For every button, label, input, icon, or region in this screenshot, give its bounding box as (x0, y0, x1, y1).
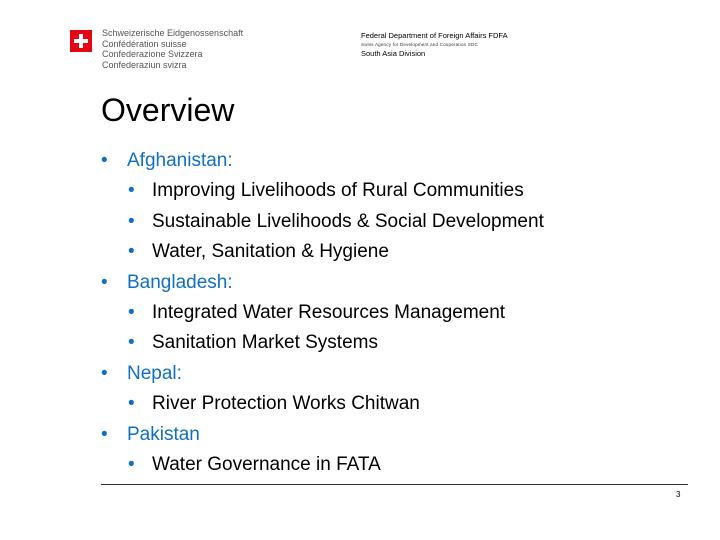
confederation-name-rm: Confederaziun svizra (102, 59, 187, 70)
sub-list-item (101, 237, 701, 267)
country-label: Bangladesh: (127, 271, 233, 293)
bullet-icon: • (101, 362, 108, 384)
swiss-confederation-logo (70, 28, 243, 70)
sub-list-item (101, 328, 701, 358)
bullet-icon: • (128, 454, 135, 476)
bullet-list (101, 146, 701, 480)
swiss-flag-icon (70, 30, 92, 52)
bullet-icon: • (128, 332, 135, 354)
slide-title: Overview (101, 92, 235, 128)
confederation-names (102, 28, 243, 70)
project-label: Improving Livelihoods of Rural Communities (152, 180, 524, 202)
sub-list-item (101, 207, 701, 237)
confederation-name-it: Confederazione Svizzera (102, 49, 203, 59)
confederation-name-fr: Confédération suisse (102, 38, 187, 49)
list-item (101, 420, 701, 450)
project-label: Sanitation Market Systems (152, 332, 378, 354)
bullet-icon: • (128, 180, 135, 202)
division-name: South Asia Division (361, 49, 426, 58)
sub-list-item (101, 450, 701, 480)
list-item (101, 146, 701, 176)
country-label: Pakistan (127, 423, 200, 445)
bullet-icon: • (128, 302, 135, 324)
bullet-icon: • (128, 241, 135, 263)
project-label: Water Governance in FATA (152, 454, 381, 476)
country-label: Afghanistan: (127, 150, 233, 171)
sub-list-item (101, 389, 701, 419)
list-item (101, 359, 701, 389)
sub-list-item (101, 298, 701, 328)
department-name: Federal Department of Foreign Affairs FDFA (361, 31, 508, 40)
bullet-icon: • (128, 393, 135, 415)
sub-list-item (101, 176, 701, 206)
confederation-name-de: Schweizerische Eidgenossenschaft (102, 28, 244, 38)
agency-name: Swiss Agency for Development and Cooperation SDC (361, 42, 478, 47)
bullet-icon: • (128, 210, 135, 232)
project-label: Sustainable Livelihoods & Social Development (152, 210, 544, 232)
department-header (361, 31, 508, 59)
page-number: 3 (676, 490, 681, 499)
bullet-icon: • (101, 150, 108, 171)
footer-divider (101, 484, 688, 485)
bullet-icon: • (101, 423, 108, 445)
list-item (101, 268, 701, 298)
project-label: River Protection Works Chitwan (152, 393, 420, 415)
project-label: Water, Sanitation & Hygiene (152, 241, 389, 263)
project-label: Integrated Water Resources Management (152, 302, 506, 324)
bullet-icon: • (101, 271, 108, 293)
country-label: Nepal: (127, 362, 182, 384)
